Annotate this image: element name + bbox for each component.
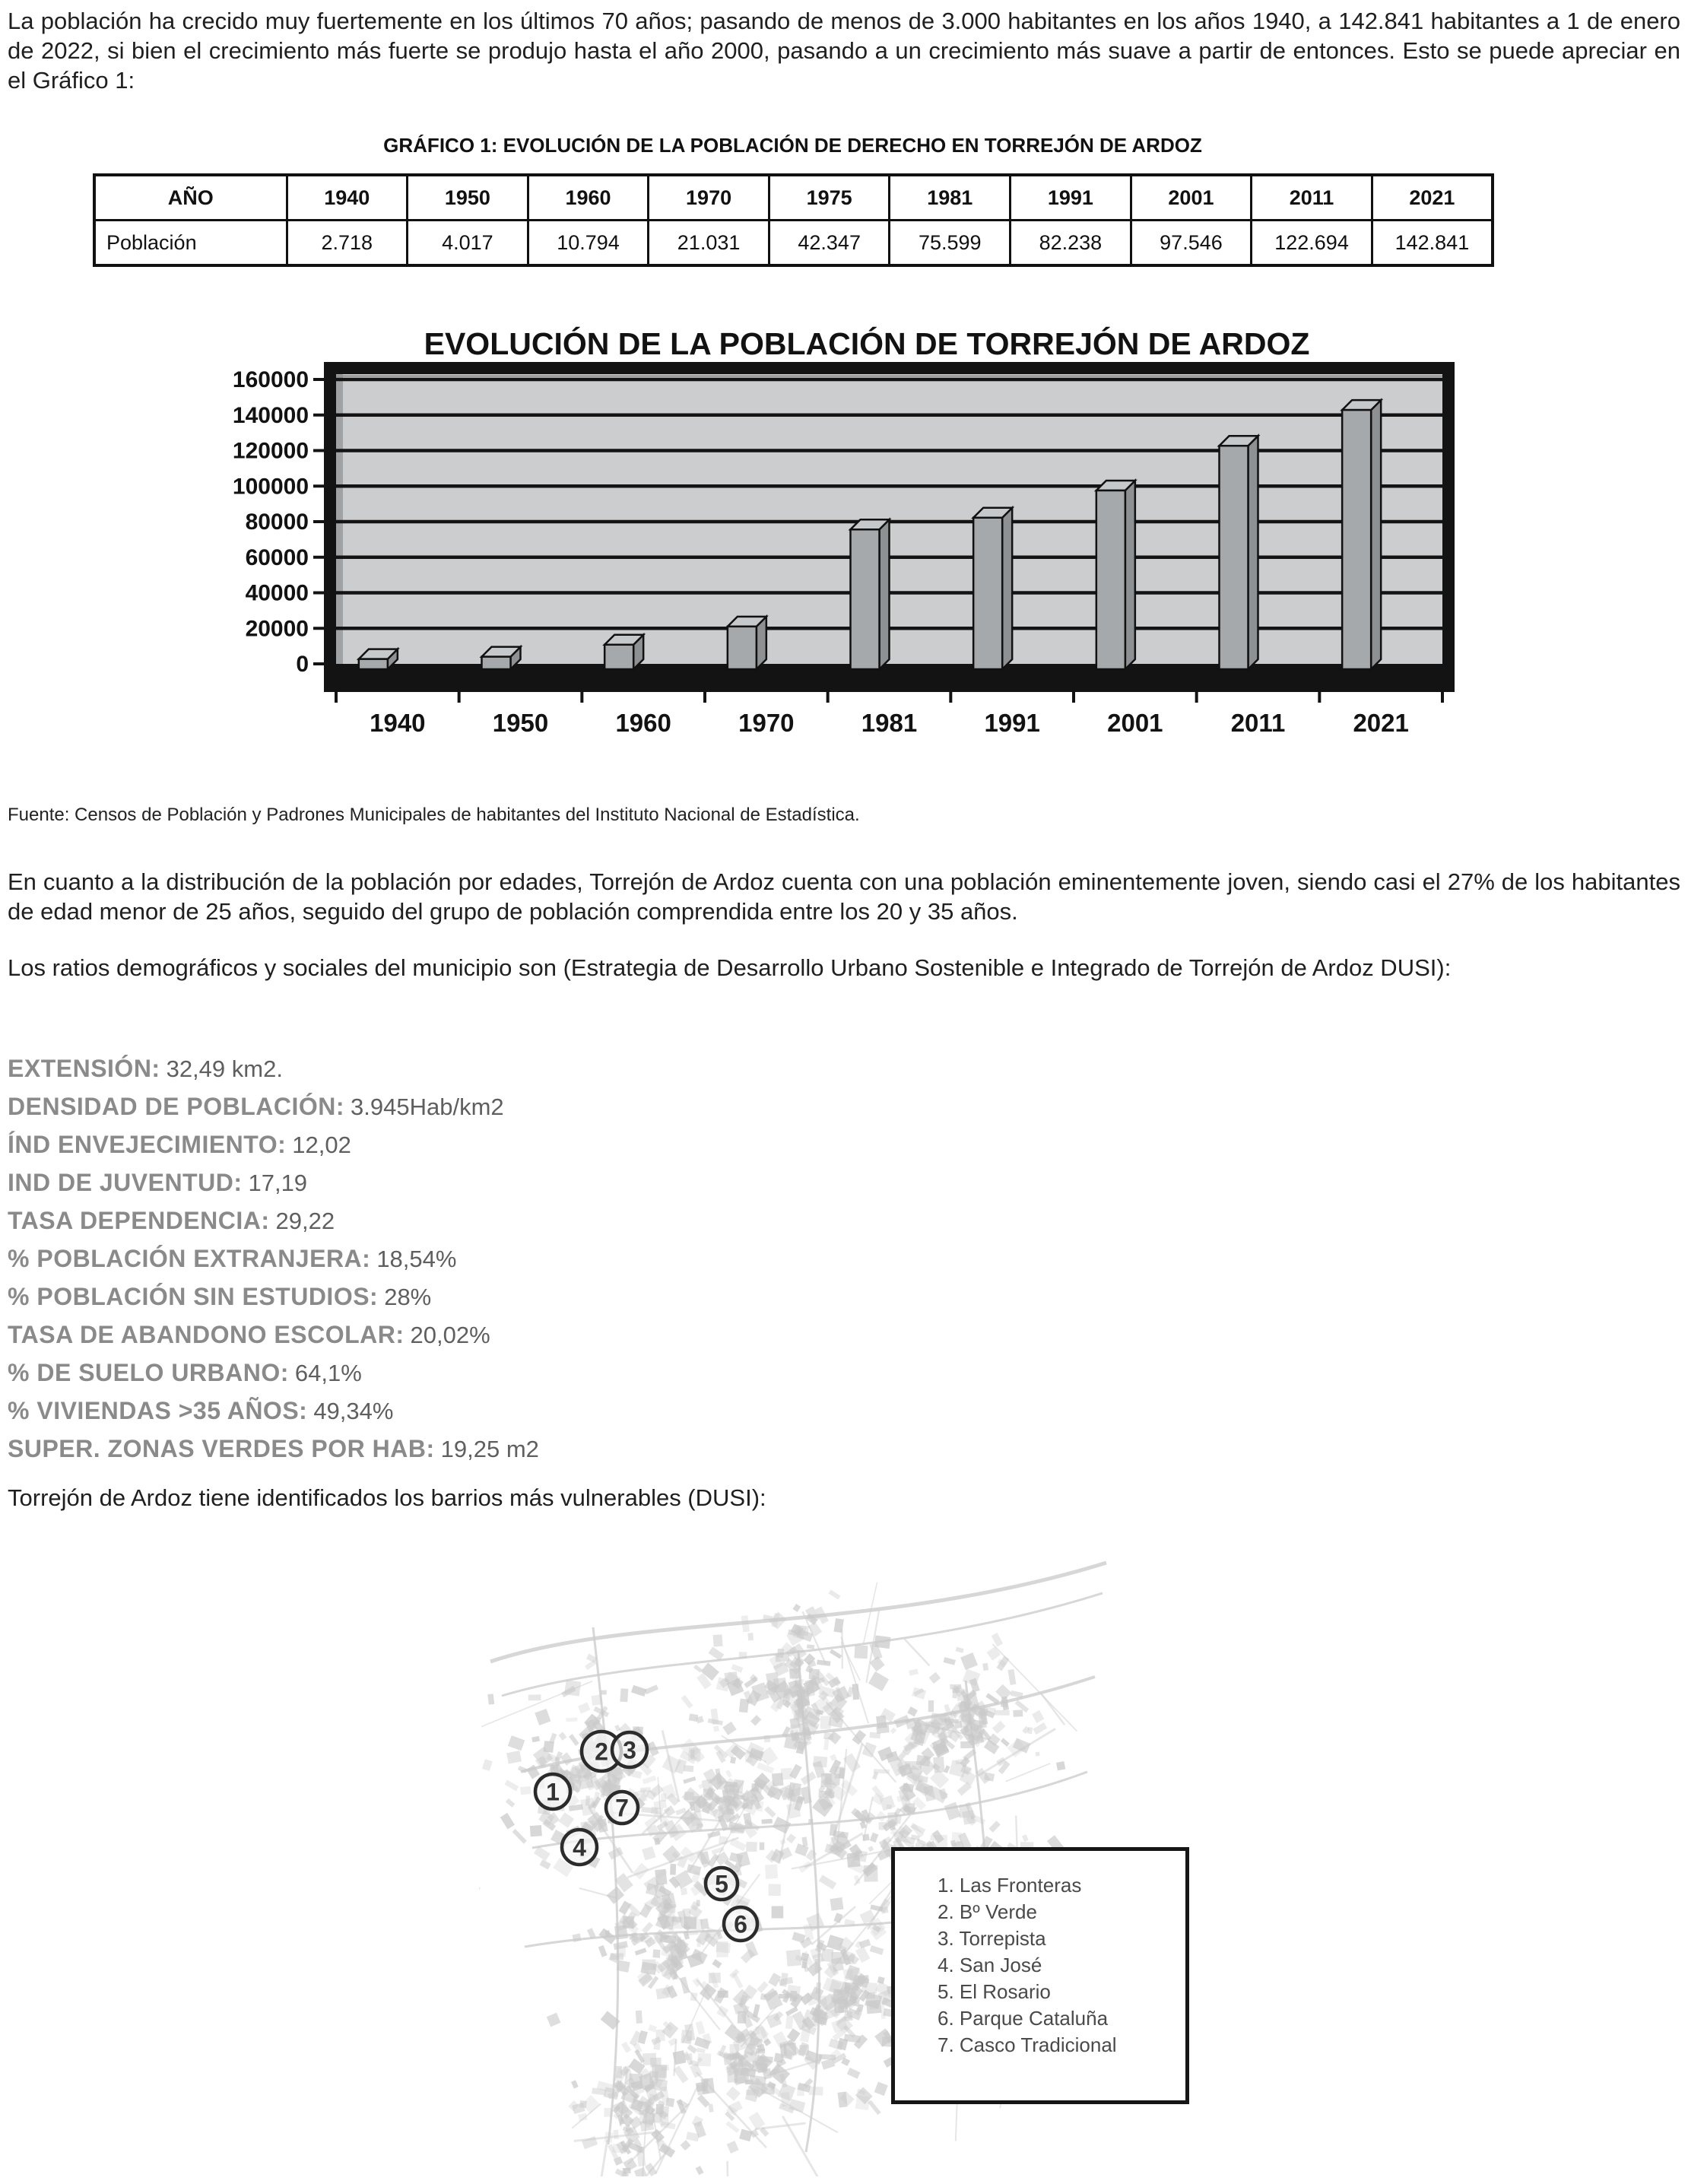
- chart-y-tick-label: 80000: [245, 509, 309, 535]
- ratio-label: EXTENSIÓN:: [8, 1055, 160, 1082]
- table-header-cell: 1975: [769, 175, 890, 221]
- chart-x-tick-label: 1970: [738, 709, 795, 737]
- ratio-label: TASA DEPENDENCIA:: [8, 1207, 270, 1234]
- ratio-value: 18,54%: [376, 1246, 457, 1272]
- map-legend: [891, 1847, 1189, 2104]
- map-legend-item: 1. Las Fronteras: [938, 1874, 1082, 1897]
- table-header-cell: 1960: [528, 175, 649, 221]
- chart-y-tick-label: 100000: [232, 474, 309, 500]
- ratio-label: DENSIDAD DE POBLACIÓN:: [8, 1093, 345, 1120]
- ratio-label: IND DE JUVENTUD:: [8, 1169, 243, 1196]
- ratio-item: [8, 1049, 920, 1087]
- ratio-item: [8, 1163, 920, 1202]
- table-cell: 142.841: [1372, 221, 1493, 266]
- chart-y-tick-label: 160000: [232, 367, 309, 392]
- chart-x-tick-label: 1940: [370, 709, 426, 737]
- chart-y-tick-label: 20000: [245, 616, 309, 642]
- chart-bar: [1096, 481, 1135, 669]
- chart-title: EVOLUCIÓN DE LA POBLACIÓN DE TORREJÓN DE ARDOZ: [424, 326, 1310, 361]
- ratio-item: [8, 1316, 920, 1354]
- map-legend-item: 2. Bº Verde: [938, 1900, 1037, 1923]
- chart-bar: [359, 649, 398, 669]
- map-marker: [535, 1774, 570, 1809]
- chart-x-tick-label: 1960: [615, 709, 671, 737]
- ages-paragraph: En cuanto a la distribución de la población por edades, Torrejón de Ardoz cuenta con una población eminentemente joven, siendo casi el 27% de los habitantes de edad menor de 25 años, seguido del grupo de población comprendida entre los 20 y 35 años.: [8, 868, 1680, 925]
- ratio-value: 64,1%: [294, 1360, 362, 1386]
- ratio-label: SUPER. ZONAS VERDES POR HAB:: [8, 1435, 435, 1462]
- table-header-cell: AÑO: [94, 175, 287, 221]
- ratio-item: [8, 1202, 920, 1240]
- ratio-label: % VIVIENDAS >35 AÑOS:: [8, 1397, 308, 1424]
- table-header-cell: 1981: [890, 175, 1011, 221]
- chart-y-tick-label: 40000: [245, 580, 309, 606]
- map-legend-item: 4. San José: [938, 1954, 1042, 1976]
- map-marker-number: 4: [573, 1833, 586, 1862]
- map-marker: [562, 1830, 597, 1865]
- ratio-item: [8, 1125, 920, 1163]
- ratio-value: 17,19: [248, 1170, 308, 1196]
- chart-x-tick-label: 2001: [1107, 709, 1163, 737]
- table-header-cell: 1940: [287, 175, 408, 221]
- map-legend-item: 7. Casco Tradicional: [938, 2033, 1117, 2056]
- ratio-label: % DE SUELO URBANO:: [8, 1359, 289, 1386]
- table-cell: 97.546: [1131, 221, 1252, 266]
- table-cell: 122.694: [1252, 221, 1372, 266]
- ratio-label: ÍND ENVEJECIMIENTO:: [8, 1131, 287, 1158]
- table-row-label: Población: [94, 221, 287, 266]
- map-legend-item: 3. Torrepista: [938, 1927, 1046, 1950]
- table-header-cell: 1950: [408, 175, 528, 221]
- map-marker-number: 5: [715, 1870, 728, 1898]
- ratio-value: 32,49 km2.: [166, 1055, 283, 1082]
- chart-x-tick-label: 1950: [492, 709, 549, 737]
- ratio-value: 12,02: [292, 1132, 351, 1158]
- chart-y-axis: [233, 367, 325, 677]
- table-cell: 10.794: [528, 221, 649, 266]
- ratio-value: 19,25 m2: [440, 1436, 539, 1462]
- table-data-row: [94, 221, 1493, 266]
- table-cell: 21.031: [649, 221, 769, 266]
- ratio-item: [8, 1392, 920, 1430]
- map-marker: [612, 1732, 647, 1767]
- table-header-cell: 1991: [1011, 175, 1131, 221]
- table-header-cell: 2011: [1252, 175, 1372, 221]
- table-header-cell: 2001: [1131, 175, 1252, 221]
- map-marker-number: 1: [546, 1778, 560, 1806]
- ratio-item: [8, 1087, 920, 1125]
- table-cell: 4.017: [408, 221, 528, 266]
- ratio-label: % POBLACIÓN EXTRANJERA:: [8, 1245, 371, 1272]
- map-marker-number: 3: [623, 1736, 636, 1764]
- table-header-cell: 1970: [649, 175, 769, 221]
- chart-bar: [482, 647, 521, 669]
- chart-bar: [851, 519, 890, 669]
- ratio-value: 29,22: [275, 1208, 335, 1234]
- chart-y-tick-label: 140000: [232, 402, 309, 428]
- map-marker: [724, 1907, 757, 1941]
- population-bar-chart: [175, 312, 1544, 768]
- ratio-item: [8, 1354, 920, 1392]
- chart-x-tick-label: 2021: [1353, 709, 1409, 737]
- intro-paragraph: La población ha crecido muy fuertemente en los últimos 70 años; pasando de menos de 3.000 habitantes en los años 1940, a 142.841 habitantes a 1 de enero de 2022, si bien el crecimiento más fuerte se produjo hasta el año 2000, pasando a un crecimiento más suave a partir de entonces. Esto se puede apreciar en el Gráfico 1:: [8, 8, 1680, 94]
- chart-x-tick-label: 1981: [861, 709, 918, 737]
- ratios-intro-paragraph: Los ratios demográficos y sociales del municipio son (Estrategia de Desarrollo Urbano Sostenible e Integrado de Torrejón de Ardoz DUSI):: [8, 954, 1452, 981]
- population-table: [93, 173, 1494, 267]
- ratio-item: [8, 1430, 920, 1468]
- table-header-row: [94, 175, 1493, 221]
- map-marker-number: 2: [595, 1738, 608, 1766]
- barrios-paragraph: Torrejón de Ardoz tiene identificados los barrios más vulnerables (DUSI):: [8, 1484, 766, 1511]
- map-figure: [479, 1521, 1118, 2176]
- ratio-value: 49,34%: [313, 1398, 394, 1424]
- ratios-list: [8, 1049, 920, 1468]
- ratio-item: [8, 1278, 920, 1316]
- table-cell: 82.238: [1011, 221, 1131, 266]
- chart-y-tick-label: 0: [296, 652, 309, 677]
- map-marker-number: 6: [734, 1910, 747, 1938]
- chart-x-tick-label: 1991: [984, 709, 1040, 737]
- table-header-cell: 2021: [1372, 175, 1493, 221]
- chart-bar: [1342, 400, 1381, 669]
- ratio-value: 3.945Hab/km2: [351, 1094, 504, 1120]
- ratio-item: [8, 1240, 920, 1278]
- map-legend-item: 6. Parque Cataluña: [938, 2007, 1109, 2030]
- ratio-value: 28%: [384, 1284, 432, 1310]
- ratio-value: 20,02%: [410, 1322, 490, 1348]
- chart-bar: [604, 635, 643, 669]
- chart-x-axis: [336, 692, 1442, 737]
- ratio-label: TASA DE ABANDONO ESCOLAR:: [8, 1321, 405, 1348]
- map-marker: [706, 1868, 738, 1900]
- chart-y-tick-label: 120000: [232, 438, 309, 464]
- table-title: GRÁFICO 1: EVOLUCIÓN DE LA POBLACIÓN DE DERECHO EN TORREJÓN DE ARDOZ: [383, 134, 1202, 157]
- table-cell: 75.599: [890, 221, 1011, 266]
- chart-bar: [1220, 436, 1258, 669]
- ratio-label: % POBLACIÓN SIN ESTUDIOS:: [8, 1283, 379, 1310]
- map-legend-item: 5. El Rosario: [938, 1980, 1051, 2003]
- chart-y-tick-label: 60000: [245, 544, 309, 570]
- chart-x-tick-label: 2011: [1230, 709, 1286, 737]
- source-note: Fuente: Censos de Población y Padrones Municipales de habitantes del Instituto Nacional de Estadística.: [8, 805, 860, 825]
- map-marker: [606, 1792, 638, 1824]
- chart-bar: [728, 617, 766, 669]
- table-cell: 2.718: [287, 221, 408, 266]
- map-marker-number: 7: [615, 1794, 629, 1822]
- table-cell: 42.347: [769, 221, 890, 266]
- chart-bar: [973, 508, 1012, 669]
